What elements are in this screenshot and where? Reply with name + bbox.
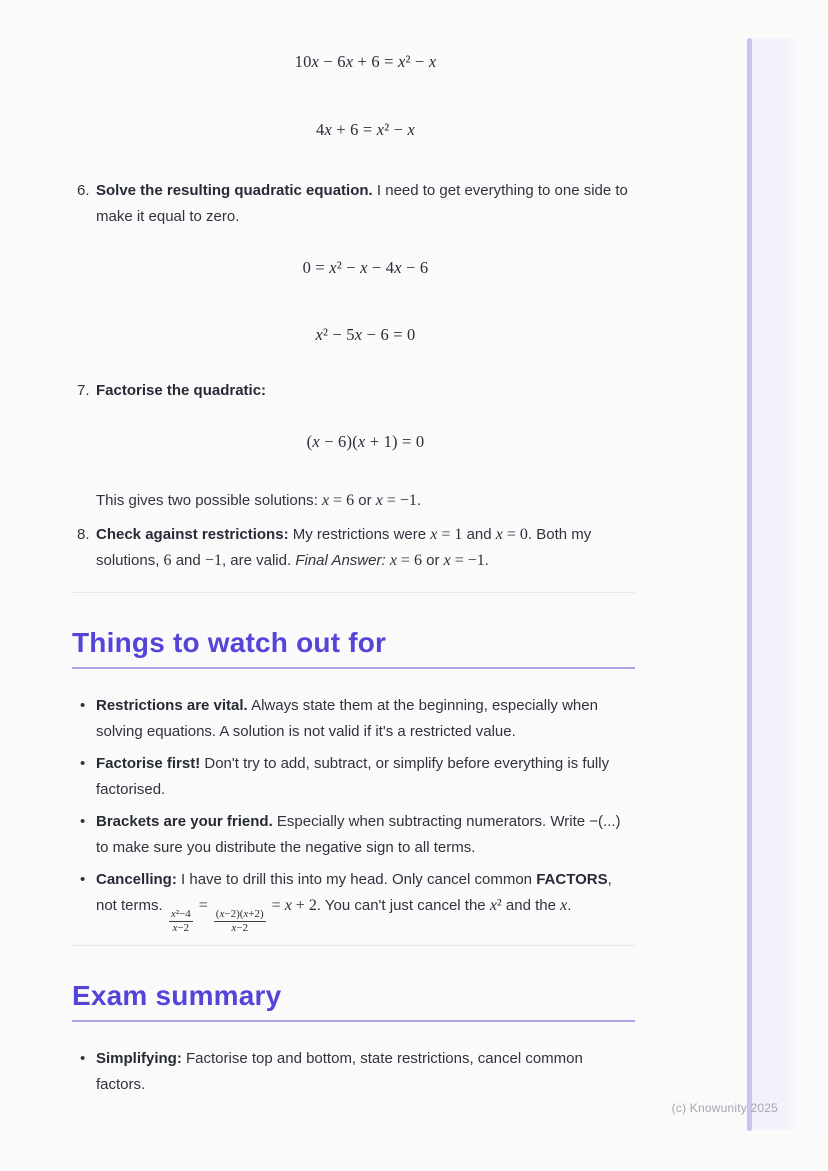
- text: =: [267, 897, 285, 914]
- math-text: 6: [163, 552, 172, 569]
- text: This gives two possible solutions:: [96, 492, 322, 509]
- math-text: 4x + 6 = x² − x: [315, 120, 416, 139]
- text: and: [171, 552, 205, 569]
- text: My restrictions were: [288, 526, 431, 543]
- text: . Both my solutions,: [96, 526, 592, 569]
- bullet-text: [96, 867, 635, 934]
- text: Always state them at the beginning, especially when solving equations. A solution is not valid if it's a restricted value.: [96, 697, 598, 740]
- step-item-8: [72, 522, 635, 574]
- text: I have to drill this into my head. Only cancel common: [176, 871, 537, 888]
- bold-lead: Factorise the quadratic:: [96, 382, 267, 399]
- step-item-6: [72, 178, 635, 230]
- step-text: [96, 378, 635, 404]
- step-number: 7.: [77, 382, 90, 399]
- bold-lead: Restrictions are vital.: [96, 697, 248, 714]
- italic-text: Final Answer:: [295, 552, 386, 569]
- bullet-item-simplifying: [72, 1046, 635, 1098]
- text: . You can't just cancel the: [316, 897, 490, 914]
- text: .: [484, 552, 489, 569]
- text: =: [194, 897, 212, 914]
- text: or: [421, 552, 444, 569]
- math-text: 0 = x² − x − 4x − 6: [302, 258, 429, 277]
- section-heading-exam-summary: Exam summary: [72, 980, 282, 1012]
- step-text: [96, 178, 635, 230]
- math-text: x = 6: [389, 552, 422, 569]
- scrollbar-thumb[interactable]: [747, 38, 752, 1131]
- fraction-denominator: x−2: [231, 921, 249, 934]
- text: or: [354, 492, 376, 509]
- math-text: x + 2: [284, 897, 317, 914]
- fraction-numerator: x²−4: [170, 908, 191, 920]
- heading-underline: [72, 667, 635, 669]
- equation-line-3: [72, 258, 635, 278]
- bullet-text: [96, 1046, 635, 1098]
- math-text: x²: [489, 897, 502, 914]
- bullet-marker: •: [80, 755, 86, 772]
- math-text: x = 1: [430, 526, 463, 543]
- math-text: (x − 6)(x + 1) = 0: [306, 432, 425, 451]
- text: and the: [501, 897, 561, 914]
- step-text: [96, 522, 635, 574]
- text: , are valid.: [221, 552, 296, 569]
- step-number: 6.: [77, 182, 90, 199]
- section-heading-things-to-watch: Things to watch out for: [72, 627, 387, 658]
- math-text: x = −1: [443, 552, 485, 569]
- bullet-item-cancelling: [72, 867, 635, 934]
- bullet-marker: •: [80, 813, 86, 830]
- equation-line-2: [72, 120, 635, 140]
- fraction-numerator: (x−2)(x+2): [215, 908, 264, 920]
- text: I need to get everything to one side to make it equal to zero.: [96, 182, 628, 225]
- text: and: [462, 526, 496, 543]
- inline-fraction: [169, 908, 193, 934]
- solutions-paragraph: [72, 488, 635, 514]
- math-text: 10x − 6x + 6 = x² − x: [294, 52, 437, 71]
- text: Factorise top and bottom, state restrictions, cancel common factors.: [96, 1050, 583, 1094]
- copyright-notice: (c) Knowunity 2025: [671, 1101, 778, 1115]
- bold-lead: Check against restrictions:: [96, 526, 289, 543]
- bullet-item-factorise-first: [72, 751, 635, 803]
- bullet-marker: •: [80, 697, 86, 714]
- text: Don't try to add, subtract, or simplify before everything is fully factorised.: [96, 755, 610, 798]
- text: Especially when subtracting numerators. Write −(...) to make sure you distribute the negative sign to all terms.: [96, 813, 621, 856]
- section-divider: [72, 592, 635, 593]
- bold-lead: Simplifying:: [96, 1050, 182, 1068]
- math-text: x = 6: [321, 492, 355, 509]
- section-divider: [72, 945, 635, 946]
- document-content: [72, 0, 635, 1098]
- bullet-text: [96, 693, 635, 745]
- step-item-7: [72, 378, 635, 404]
- math-text: −1: [204, 552, 222, 569]
- bullet-text: [96, 751, 635, 803]
- math-text: x = −1: [375, 492, 417, 509]
- math-text: x = 0: [495, 526, 528, 543]
- bullet-item-brackets: [72, 809, 635, 861]
- step-number: 8.: [77, 526, 90, 543]
- bullet-text: [96, 809, 635, 861]
- bold-text: FACTORS: [536, 871, 608, 888]
- heading-underline: [72, 1020, 635, 1022]
- equation-line-4: [72, 325, 635, 345]
- bullet-marker: •: [80, 871, 86, 888]
- bold-lead: Factorise first!: [96, 755, 201, 772]
- text: .: [567, 897, 572, 914]
- bold-lead: Solve the resulting quadratic equation.: [96, 182, 373, 199]
- fraction-denominator: x−2: [172, 921, 190, 934]
- text: , not terms.: [96, 871, 612, 914]
- bold-lead: Cancelling:: [96, 871, 177, 888]
- equation-line-5: [72, 432, 635, 452]
- bullet-marker: •: [80, 1050, 86, 1068]
- equation-line-1: [72, 52, 635, 72]
- text: .: [416, 492, 422, 509]
- next-page-edge: [752, 38, 828, 1130]
- bold-lead: Brackets are your friend.: [96, 813, 273, 830]
- inline-fraction: [214, 908, 266, 934]
- math-text: x: [560, 897, 568, 914]
- math-text: x² − 5x − 6 = 0: [315, 325, 416, 344]
- bullet-item-restrictions: [72, 693, 635, 745]
